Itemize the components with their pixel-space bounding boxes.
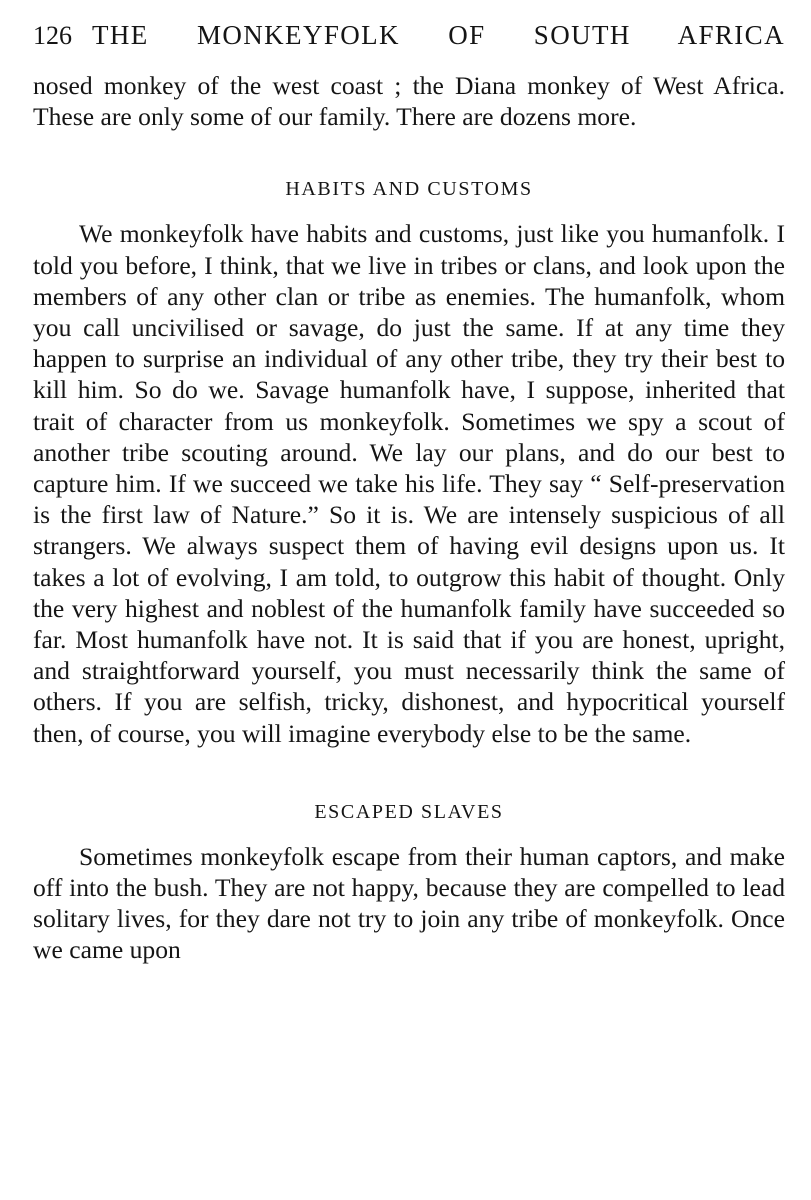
section-heading-escaped-slaves: ESCAPED SLAVES [314,800,504,823]
continued-paragraph: nosed monkey of the west coast ; the Diana monkey of West Africa. These are only some of our family. There are dozens more. [33,71,785,132]
running-header [33,20,785,60]
paragraph-habits-and-customs: We monkeyfolk have habits and customs, just like you humanfolk. I told you before, I think, that we live in tribes or clans, and look upon the members of any other clan or tribe as enemies. The humanfolk, whom you call uncivilised or savage, do just the same. If at any time they happen to surprise an individual of any other tribe, they try their best to kill him. So do we. Savage humanfolk have, I suppose, inherited that trait of character from us monkeyfolk. Sometimes we spy a scout of another tribe scouting around. We lay our plans, and do our best to capture him. If we succeed we take his life. They say “ Self-preservation is the first law of Nature.” So it is. We are intensely suspicious of all strangers. We always suspect them of having evil designs upon us. It takes a lot of evolving, I am told, to outgrow this habit of thought. Only the very highest and noblest of the humanfolk family have succeeded so far. Most humanfolk have not. It is said that if you are honest, upright, and straightforward yourself, you must necessarily think the same of others. If you are selfish, tricky, dishonest, and hypocritical yourself then, of course, you will imagine everybody else to be the same. [33,219,785,748]
paragraph-escaped-slaves: Sometimes monkeyfolk escape from their human captors, and make off into the bush. They are not happy, because they are compelled to lead solitary lives, for they dare not try to join any tribe of monkeyfolk. Once we came upon [33,841,785,965]
page-number: 126 [33,21,72,50]
section-heading-habits-and-customs: HABITS AND CUSTOMS [285,178,533,201]
running-title: THE MONKEYFOLK OF SOUTH AFRICA [92,20,785,50]
book-page [33,0,785,966]
